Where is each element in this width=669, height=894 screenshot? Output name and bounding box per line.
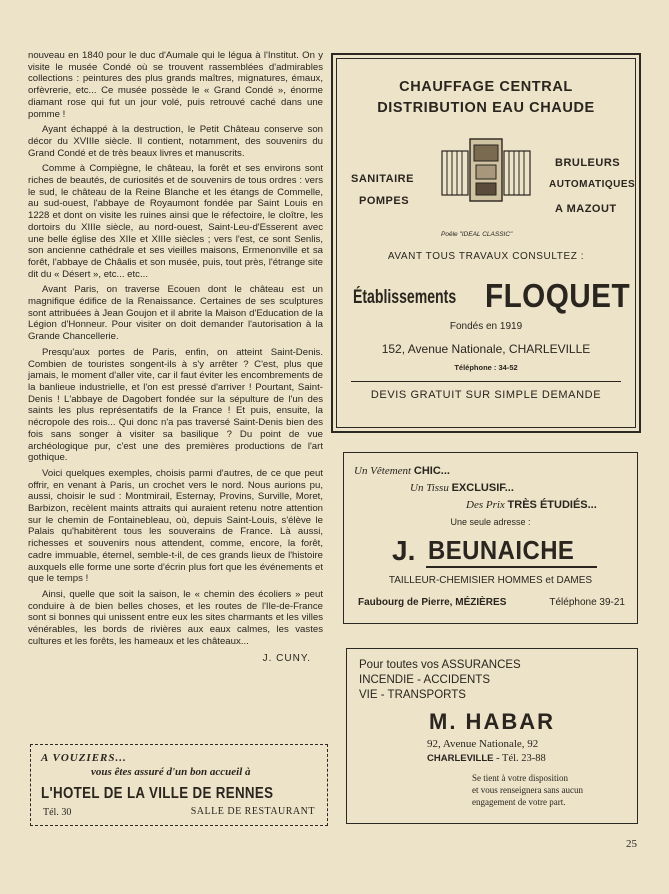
floquet-founded: Fondés en 1919 [449, 321, 523, 332]
floquet-title1: CHAUFFAGE CENTRAL [399, 79, 573, 95]
beunaiche-line2b: EXCLUSIF... [451, 482, 514, 494]
floquet-left1: SANITAIRE [351, 173, 414, 185]
beunaiche-city: MÉZIÈRES [455, 597, 507, 608]
floquet-phone-line [333, 363, 639, 372]
stove-radiator-illustration [438, 137, 533, 205]
floquet-consult: AVANT TOUS TRAVAUX CONSULTEZ : [387, 251, 585, 262]
beunaiche-line1b: CHIC... [413, 465, 450, 477]
hotel-salle: SALLE DE RESTAURANT [190, 806, 315, 817]
habar-city: CHARLEVILLE [427, 753, 494, 764]
habar-note2: et vous renseignera sans aucun [472, 785, 583, 795]
article-paragraph: nouveau en 1840 pour le duc d'Aumale qui le légua à l'Institut. On y visite le musée Condé où se trouvent rassemblées d'admirables collections : peintures des plus grands maîtres, mignatures, émaux, orfèvrerie, etc... Ce musée possède le « Grand Condé », énorme diamant rose qui fut un jour volé, puis retrouvé caché dans une pomme ! [28, 50, 323, 120]
habar-address: 92, Avenue Nationale, 92 [427, 738, 539, 750]
article-column [28, 50, 323, 665]
hotel-tel: Tél. 30 [43, 807, 72, 818]
habar-note3: engagement de votre part. [472, 797, 566, 807]
beunaiche-trade-c: DAMES [556, 575, 593, 586]
floquet-name: FLOQUET [485, 277, 631, 314]
beunaiche-line3 [466, 499, 597, 511]
hotel-line2: vous êtes assuré d'un bon accueil à [91, 766, 251, 778]
habar-tel: - Tél. 23-88 [496, 753, 546, 764]
beunaiche-trade [344, 575, 637, 586]
floquet-right1: BRULEURS [555, 157, 621, 169]
floquet-divider [351, 381, 621, 382]
floquet-phone-label: Téléphone : [454, 363, 497, 372]
habar-line2: INCENDIE - ACCIDENTS [359, 674, 490, 686]
article-paragraph: Presqu'aux portes de Paris, enfin, on atteint Saint-Denis. Combien de touristes songent-ils à s'y arrêter ? C'est, plus que jamais, le moment d'aller vite, car il faut éviter les encombrements de la banlieue industrielle, et l'on est pressé d'arriver ! Pourtant, Saint-Denis ! L'abbaye de Dagobert fondée sur la sépulture de l'un des saints les plus représentatifs de la France ! Et puis, ensuite, la nécropole des rois... Qui donc n'a pas traversé Saint-Denis bien des fois sans songer à visiter sa basilique ? Du point de vue archéologique pur, c'est une des premières productions de l'art gothique. [28, 346, 323, 464]
article-paragraph: Avant Paris, on traverse Ecouen dont le château est un magnifique édifice de la Renaissance. Certaines de ses sculptures sont attribuées à Jean Goujon et il abrite la Maison d'Education de la Légion d'Honneur. Pour visiter on doit demander l'autorisation à la Grande Chancellerie. [28, 284, 323, 343]
floquet-right2: AUTOMATIQUES [549, 179, 636, 190]
habar-name: M. HABAR [429, 709, 555, 734]
habar-note1: Se tient à votre disposition [472, 773, 568, 783]
beunaiche-line1a: Un Vêtement [354, 465, 412, 477]
habar-line3: VIE - TRANSPORTS [359, 689, 466, 701]
beunaiche-line3a: Des Prix [466, 499, 505, 511]
habar-line1b: ASSURANCES [441, 659, 521, 671]
ad-floquet [331, 53, 641, 433]
habar-city-line [427, 753, 546, 764]
floquet-caption: Poêle "IDEAL CLASSIC" [441, 231, 513, 238]
floquet-etab: Établissements [353, 287, 457, 308]
beunaiche-line3b: TRÈS ÉTUDIÉS... [507, 499, 597, 511]
ad-habar [346, 648, 638, 824]
beunaiche-name-underline [426, 566, 597, 568]
article-paragraph: Comme à Compiègne, le château, la forêt et ses environs sont riches de beautés, de curiosités et de souvenirs de tous ordres : vers le sud, le château de la Reine Blanche et les étangs de Commelle, au sud-ouest, l'abbaye de Royaumont fondée par Saint Louis en 1228 et dont on visite les ruines ainsi que le réfectoire, le cloître, les dortoirs du XIIIe siècle, au nord-ouest, Saint-Leu-d'Esserent avec une belle église des XIIe et XIIIe siècles ; vers l'est, ce sont Senlis, son ancienne cathédrale et ses vieilles maisons, Ermenonville et sa forêt, l'abbaye de Châalis et son musée, puis, tout près, l'étrange site dit du « Désert », etc... etc... [28, 163, 323, 280]
beunaiche-line2a: Un Tissu [410, 482, 449, 494]
ad-hotel [30, 744, 328, 826]
floquet-right3: A MAZOUT [555, 203, 617, 215]
article-paragraph: Ainsi, quelle que soit la saison, le « chemin des écoliers » peut conduire à de bien belles choses, et les routes de l'Ile-de-France sont si bonnes qui unissent entre eux les sites charmants et les villes vénérables, les bords de rivières aux eaux calmes, les vastes cultures et les forêts, les hameaux et les châteaux... [28, 588, 323, 647]
article-paragraph: Ayant échappé à la destruction, le Petit Château conserve son décor du XVIIIe siècle. Il contient, notamment, des souvenirs du Grand Condé et de très beaux livres et manuscrits. [28, 124, 323, 159]
hotel-name: L'HOTEL DE LA VILLE DE RENNES [41, 785, 274, 802]
beunaiche-street: Faubourg de Pierre, [358, 597, 453, 608]
hotel-line1: A VOUZIERS... [41, 752, 127, 764]
beunaiche-line1 [354, 465, 450, 477]
beunaiche-initial: J. [392, 535, 416, 566]
page-number: 25 [626, 838, 637, 850]
beunaiche-seule: Une seule adresse : [450, 517, 531, 527]
beunaiche-phone: Téléphone 39-21 [549, 597, 625, 608]
article-signature: J. CUNY. [262, 653, 311, 665]
beunaiche-trade-a: TAILLEUR-CHEMISIER HOMMES [388, 575, 543, 586]
floquet-address: 152, Avenue Nationale, CHARLEVILLE [381, 342, 591, 356]
beunaiche-address [358, 597, 506, 608]
floquet-title2: DISTRIBUTION EAU CHAUDE [377, 100, 595, 116]
article-paragraph: Voici quelques exemples, choisis parmi d'autres, de ce que peut offrir, en venant à Paris, un crochet vers le nord. Nous aurions pu, aussi, choisir le sud : Montmirail, Esternay, Provins, Surville, Moret, Barbizon, recèlent maints attraits qui auraient retenu notre attention sur le chemin de Fontainebleau, où, depuis Saint-Louis, s'élève le Palais qu'habitèrent tous les souverains de France. Là aussi, richesses et souvenirs nous attendent, comme, encore, la forêt, cadre immuable, éternel, semble-t-il, de ces grands lieux de l'histoire auxquels elle forme une sorte d'écrin plus fort que les événements et que le temps ! [28, 467, 323, 585]
habar-line1a: Pour toutes vos [359, 659, 439, 671]
floquet-phone: 34-52 [498, 363, 518, 372]
ad-beunaiche [343, 452, 638, 624]
floquet-left2: POMPES [359, 195, 410, 207]
habar-line1 [359, 659, 521, 671]
beunaiche-name: BEUNAICHE [428, 535, 575, 565]
beunaiche-trade-b: et [545, 575, 554, 586]
beunaiche-line2 [410, 482, 514, 494]
floquet-devis: DEVIS GRATUIT SUR SIMPLE DEMANDE [370, 389, 602, 401]
